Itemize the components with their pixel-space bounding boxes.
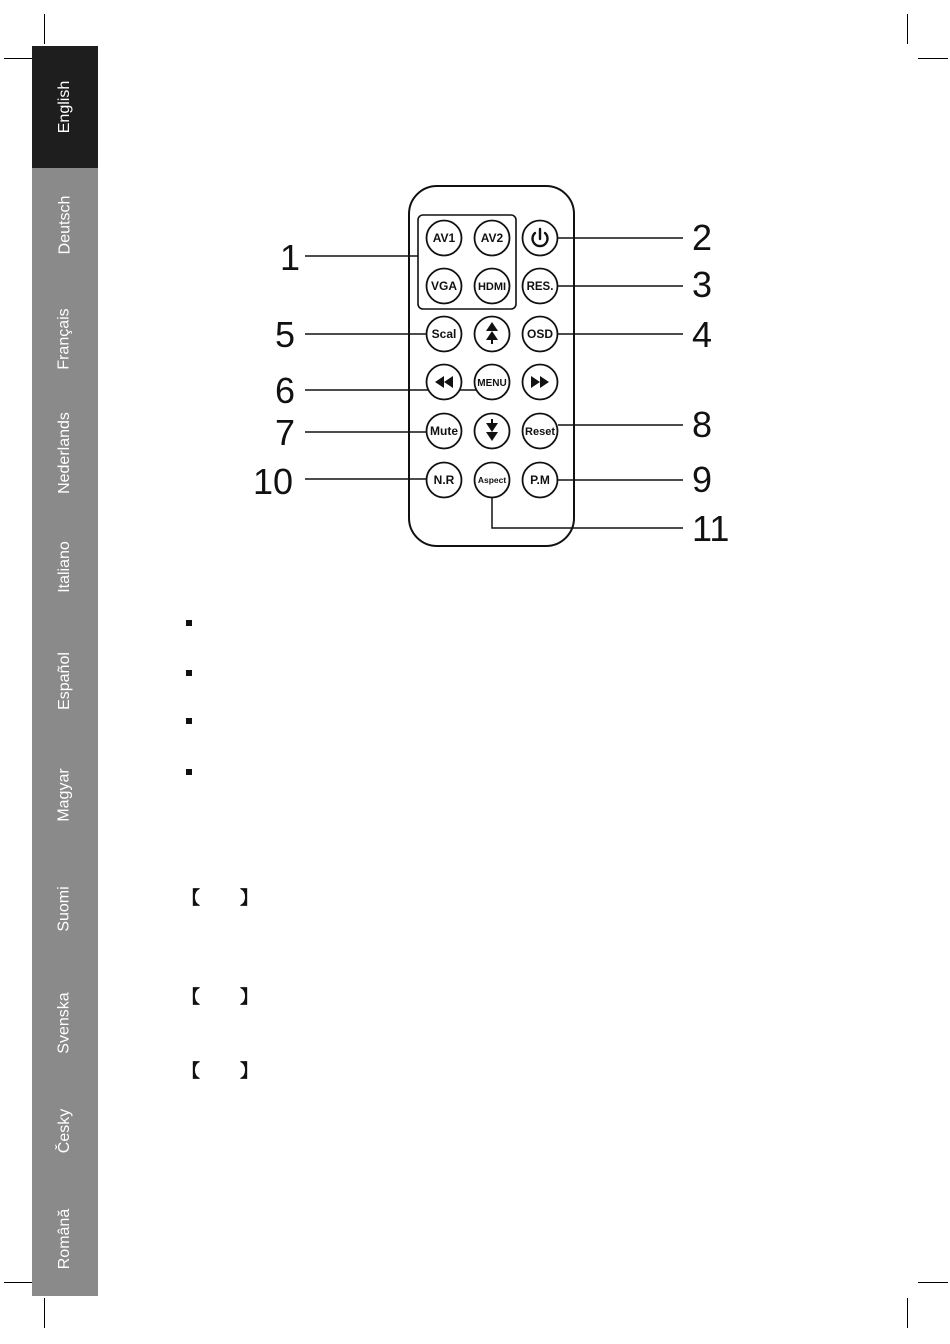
vga-button[interactable] xyxy=(427,269,462,304)
bracket-close: 】 xyxy=(240,987,258,1008)
svg-text:Reset: Reset xyxy=(525,426,555,438)
svg-text:N.R: N.R xyxy=(433,473,455,487)
crop-mark xyxy=(907,1298,908,1328)
bracket-open: 【 xyxy=(182,1061,200,1082)
bracket-close: 】 xyxy=(240,1061,258,1082)
hdmi-button[interactable] xyxy=(475,269,510,304)
svg-text:VGA: VGA xyxy=(430,279,458,293)
av1-button[interactable] xyxy=(427,221,462,256)
crop-mark xyxy=(918,1282,948,1283)
svg-text:P.M: P.M xyxy=(530,473,550,487)
res-button[interactable] xyxy=(523,269,558,304)
up-button[interactable] xyxy=(475,317,510,352)
svg-text:Aspect: Aspect xyxy=(477,475,507,485)
mute-button[interactable] xyxy=(427,414,462,449)
tab-nederlands[interactable]: Nederlands xyxy=(56,412,74,494)
bracket-open: 【 xyxy=(182,987,200,1008)
crop-mark xyxy=(4,1282,34,1283)
tab-english[interactable]: English xyxy=(32,46,98,168)
power-button[interactable] xyxy=(523,221,558,256)
callout-6: 6 xyxy=(275,370,296,411)
tab-romana[interactable]: Română xyxy=(55,1208,73,1270)
svg-text:RES.: RES. xyxy=(526,281,554,293)
svg-text:AV1: AV1 xyxy=(432,231,456,245)
callout-4: 4 xyxy=(692,314,713,355)
menu-button[interactable] xyxy=(475,365,510,400)
callout-7: 7 xyxy=(275,412,296,453)
bullet-marker xyxy=(186,769,192,775)
tab-suomi[interactable]: Suomi xyxy=(55,886,73,932)
scal-button[interactable] xyxy=(427,317,462,352)
callout-3: 3 xyxy=(692,264,713,305)
callout-9: 9 xyxy=(692,459,713,500)
bracket-close: 】 xyxy=(240,888,258,909)
aspect-button[interactable] xyxy=(475,463,510,498)
tab-espanol[interactable]: Español xyxy=(55,652,73,710)
fast-forward-button[interactable] xyxy=(523,365,558,400)
reset-button[interactable] xyxy=(523,414,558,449)
nr-button[interactable] xyxy=(427,463,462,498)
tab-deutsch[interactable]: Deutsch xyxy=(55,195,73,255)
bullet-marker xyxy=(186,620,192,626)
callout-1: 1 xyxy=(280,237,301,278)
svg-text:HDMI: HDMI xyxy=(477,281,507,293)
tab-italiano[interactable]: Italiano xyxy=(56,541,73,593)
bracket-open: 【 xyxy=(182,888,200,909)
svg-text:OSD: OSD xyxy=(526,327,554,341)
svg-text:Scal: Scal xyxy=(431,327,457,341)
tab-svenska[interactable]: Svenska xyxy=(56,992,73,1054)
pm-button[interactable] xyxy=(523,463,558,498)
rewind-button[interactable] xyxy=(427,365,462,400)
svg-text:MENU: MENU xyxy=(477,378,507,389)
callout-2: 2 xyxy=(692,217,713,258)
crop-mark xyxy=(44,1298,45,1328)
remote-control-diagram xyxy=(0,0,950,600)
tab-magyar[interactable]: Magyar xyxy=(55,768,73,822)
callout-10: 10 xyxy=(253,461,294,502)
tab-cesky[interactable]: Česky xyxy=(55,1108,73,1154)
osd-button[interactable] xyxy=(523,317,558,352)
callout-5: 5 xyxy=(275,314,296,355)
bullet-marker xyxy=(186,718,192,724)
tab-francais[interactable]: Français xyxy=(55,308,73,370)
av2-button[interactable] xyxy=(475,221,510,256)
svg-text:AV2: AV2 xyxy=(480,231,504,245)
down-button[interactable] xyxy=(475,414,510,449)
svg-text:Mute: Mute xyxy=(430,424,458,438)
callout-8: 8 xyxy=(692,404,713,445)
callout-11: 11 xyxy=(692,508,730,549)
bullet-marker xyxy=(186,670,192,676)
